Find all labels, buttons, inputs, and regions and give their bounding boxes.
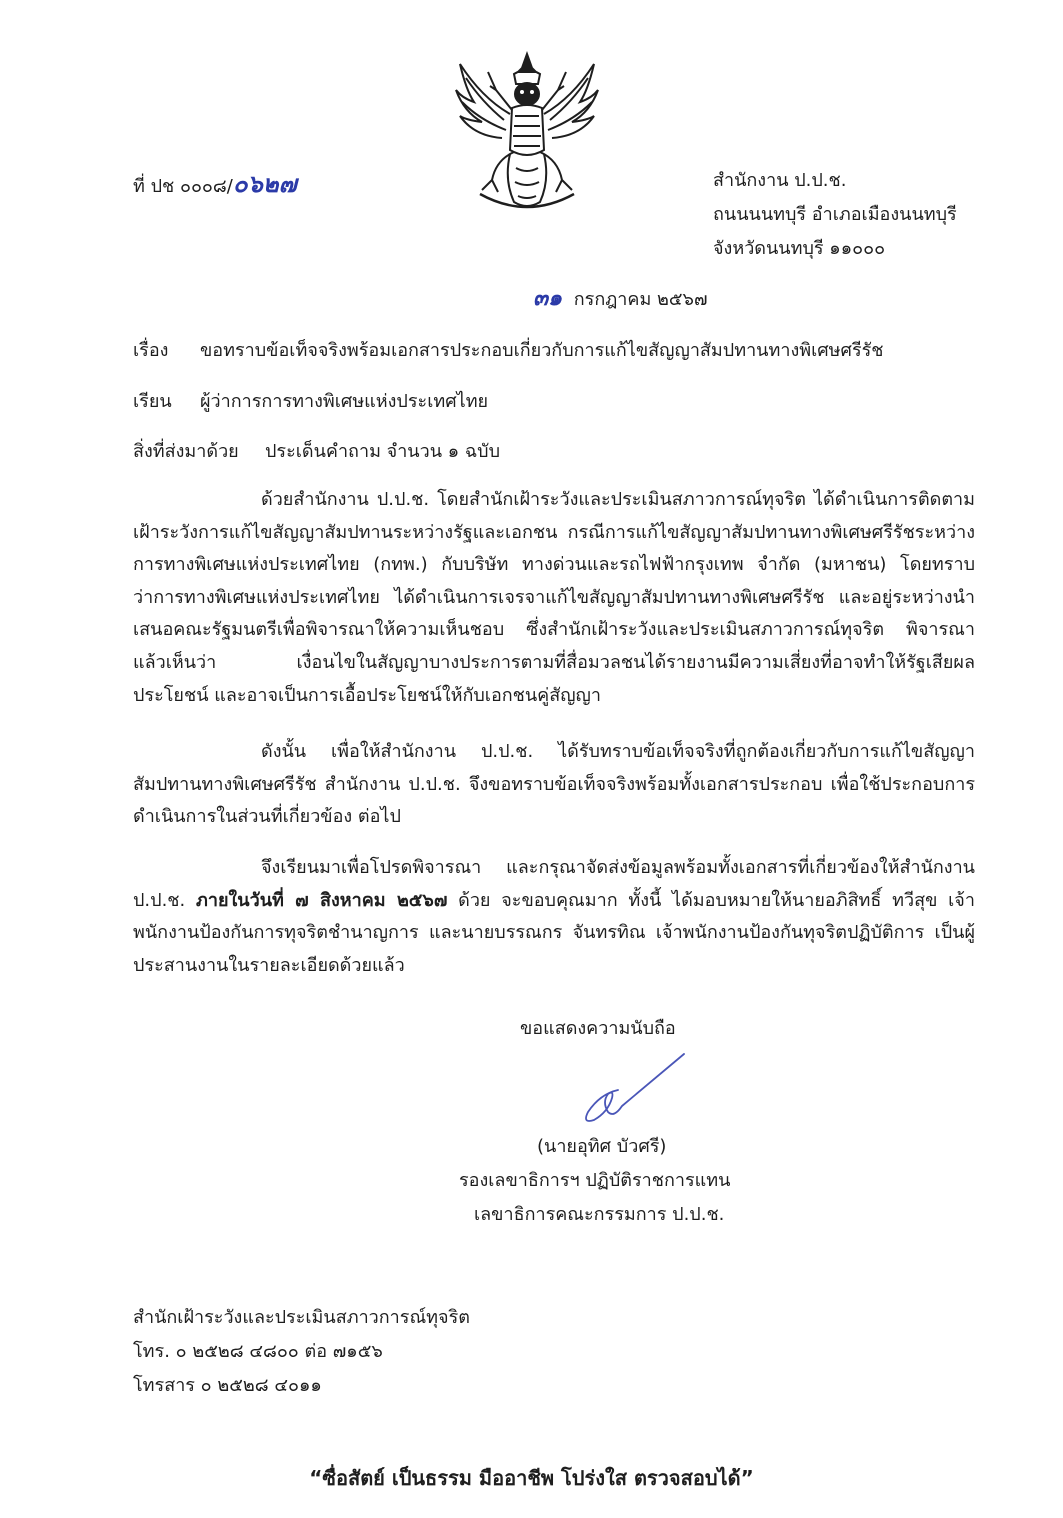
enclosure-text: ประเด็นคำถาม จำนวน ๑ ฉบับ (265, 441, 501, 462)
reference-number-handwritten: ๐๖๒๗ (232, 169, 297, 198)
office-name: สำนักงาน ป.ป.ช. (713, 170, 847, 191)
body-paragraph-2 (133, 736, 975, 834)
footer-office: สำนักเฝ้าระวังและประเมินสภาวการณ์ทุจริต (133, 1307, 470, 1328)
office-street: ถนนนนทบุรี อำเภอเมืองนนทบุรี (713, 204, 957, 225)
date-day-handwritten: ๓๑ (533, 285, 563, 311)
signatory-name: (นายอุทิศ บัวศรี) (537, 1136, 667, 1157)
body-paragraph-2-text: ดังนั้น เพื่อให้สำนักงาน ป.ป.ช. ได้รับทราบข้อเท็จจริงที่ถูกต้องเกี่ยวกับการแก้ไขสัญญาสัมปทานทางพิเศษศรีรัช สำนักงาน ป.ป.ช. จึงขอทราบข้อเท็จจริงพร้อมทั้งเอกสารประกอบ เพื่อใช้ประกอบการดำเนินการในส่วนที่เกี่ยวข้อง ต่อไป (133, 741, 975, 828)
body-paragraph-3-text-a: จึงเรียนมาเพื่อโปรดพิจารณา และกรุณาจัดส่งข้อมูลพร้อมทั้งเอกสารที่เกี่ยวข้องให้สำนักงาน ป.ป.ช. (133, 857, 975, 911)
signatory-position-1: รองเลขาธิการฯ ปฏิบัติราชการแทน (459, 1170, 731, 1191)
footer-phone: โทร. ๐ ๒๕๒๘ ๔๘๐๐ ต่อ ๗๑๕๖ (133, 1341, 383, 1362)
reference-number (133, 170, 297, 199)
subject-label: เรื่อง (133, 340, 169, 361)
signatory-position-2: เลขาธิการคณะกรรมการ ป.ป.ช. (474, 1204, 725, 1225)
body-paragraph-3-text-b: ด้วย จะขอบคุณมาก ทั้งนี้ ได้มอบหมายให้นายอภิสิทธิ์ ทวีสุข เจ้าพนักงานป้องกันการทุจริตชำนาญการ และนายบรรณกร จันทรทิณ เจ้าพนักงานป้องกันทุจริตปฏิบัติการ เป็นผู้ประสานงานในรายละเอียดด้วยแล้ว (133, 889, 975, 976)
office-province: จังหวัดนนทบุรี ๑๑๐๐๐ (713, 238, 886, 259)
body-paragraph-1 (133, 484, 975, 712)
subject-text: ขอทราบข้อเท็จจริงพร้อมเอกสารประกอบเกี่ยวกับการแก้ไขสัญญาสัมปทานทางพิเศษศรีรัช (200, 340, 884, 361)
enclosure-label: สิ่งที่ส่งมาด้วย (133, 441, 239, 462)
footer-fax: โทรสาร ๐ ๒๕๒๘ ๔๐๑๑ (133, 1375, 322, 1396)
footer-motto: “ซื่อสัตย์ เป็นธรรม มืออาชีพ โปร่งใส ตรวจสอบได้” (309, 1466, 754, 1490)
body-paragraph-3 (133, 852, 975, 982)
salutation-label: เรียน (133, 391, 172, 412)
signature-icon (578, 1050, 688, 1130)
reference-prefix: ที่ ปช ๐๐๐๘/ (133, 176, 233, 197)
date-month-year: กรกฎาคม ๒๕๖๗ (573, 289, 708, 310)
garuda-emblem-icon (452, 50, 602, 212)
body-paragraph-1-text: ด้วยสำนักงาน ป.ป.ช. โดยสำนักเฝ้าระวังและประเมินสภาวการณ์ทุจริต ได้ดำเนินการติดตามเฝ้าระวังการแก้ไขสัญญาสัมปทานระหว่างรัฐและเอกชน กรณีการแก้ไขสัญญาสัมปทานทางพิเศษศรีรัชระหว่างการทางพิเศษแห่งประเทศไทย (กทพ.) กับบริษัท ทางด่วนและรถไฟฟ้ากรุงเทพ จำกัด (มหาชน) โดยทราบว่าการทางพิเศษแห่งประเทศไทย ได้ดำเนินการเจรจาแก้ไขสัญญาสัมปทานทางพิเศษศรีรัช และอยู่ระหว่างนำเสนอคณะรัฐมนตรีเพื่อพิจารณาให้ความเห็นชอบ ซึ่งสำนักเฝ้าระวังและประเมินสภาวการณ์ทุจริต พิจารณาแล้วเห็นว่า เงื่อนไขในสัญญาบางประการตามที่สื่อมวลชนได้รายงานมีความเสี่ยงที่อาจทำให้รัฐเสียผลประโยชน์ และอาจเป็นการเอื้อประโยชน์ให้กับเอกชนคู่สัญญา (133, 489, 975, 706)
letter-date (533, 285, 707, 311)
closing-regards: ขอแสดงความนับถือ (520, 1018, 676, 1039)
salutation-recipient: ผู้ว่าการการทางพิเศษแห่งประเทศไทย (200, 391, 489, 412)
body-paragraph-3-deadline: ภายในวันที่ ๗ สิงหาคม ๒๕๖๗ (195, 889, 448, 911)
